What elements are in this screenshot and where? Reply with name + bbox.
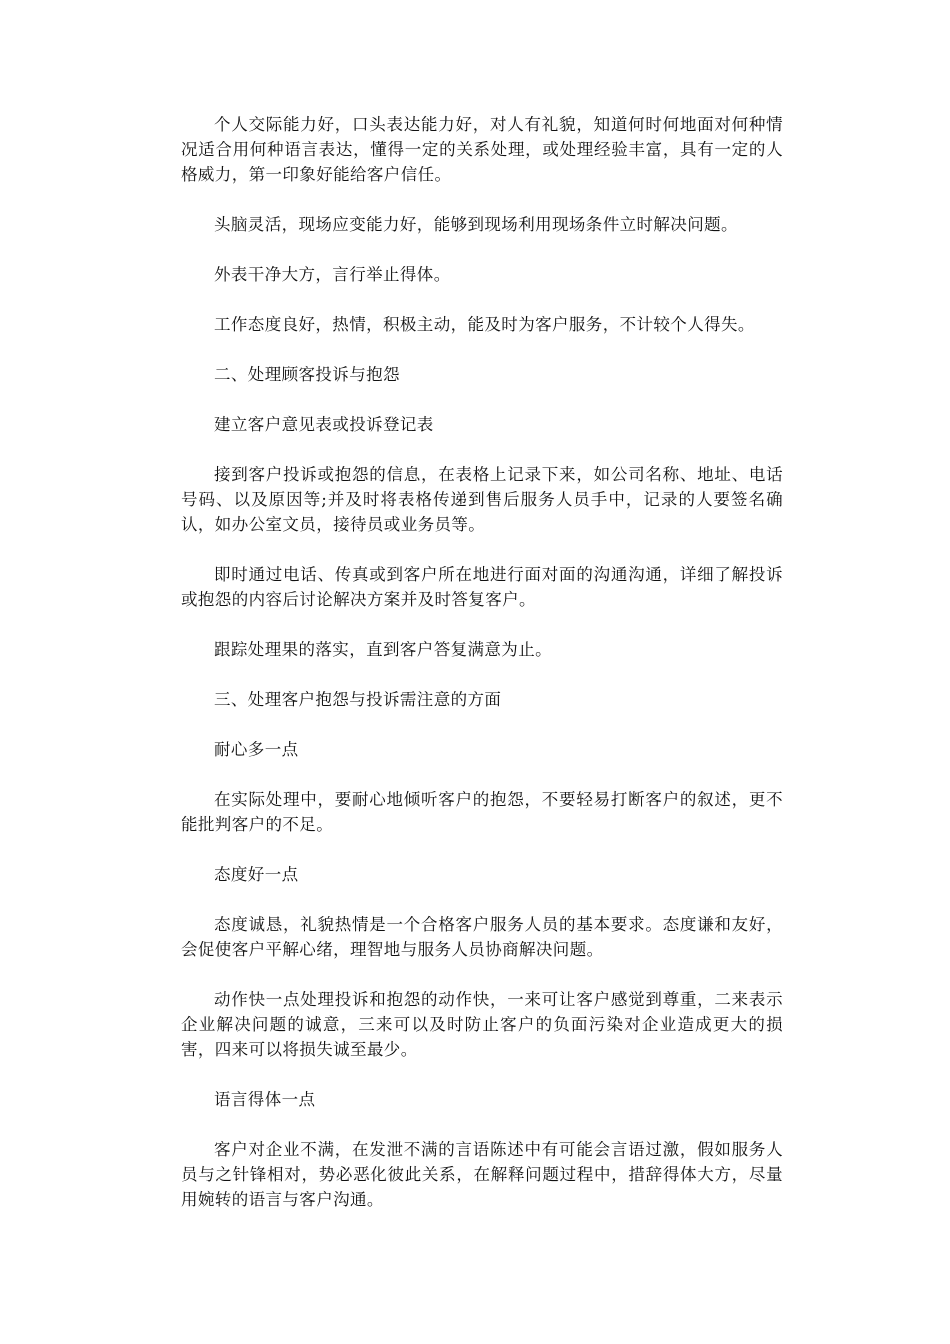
paragraph-appearance: 外表干净大方，言行举止得体。 [214,265,451,284]
paragraph-follow-up: 跟踪处理果的落实，直到客户答复满意为止。 [214,640,552,659]
paragraph-attitude: 态度诚恳，礼貌热情是一个合格客户服务人员的基本要求。态度谦和友好，会促使客户平解心绪，理智地与服务人员协商解决问题。 [181,915,783,959]
section-heading-attention: 三、处理客户抱怨与投诉需注意的方面 [214,690,502,709]
subheading-language: 语言得体一点 [214,1090,316,1109]
subheading-attitude: 态度好一点 [214,865,299,884]
section-heading-complaints: 二、处理顾客投诉与抱怨 [214,365,400,384]
paragraph-record-complaint: 接到客户投诉或抱怨的信息，在表格上记录下来，如公司名称、地址、电话号码、以及原因等;并及时将表格传递到售后服务人员手中，记录的人要签名确认，如办公室文员，接待员或业务员等。 [181,465,783,534]
paragraph-personal-skills: 个人交际能力好，口头表达能力好，对人有礼貌，知道何时何地面对何种情况适合用何种语言表达，懂得一定的关系处理，或处理经验丰富，具有一定的人格威力，第一印象好能给客户信任。 [181,115,783,184]
paragraph-communicate: 即时通过电话、传真或到客户所在地进行面对面的沟通沟通，详细了解投诉或抱怨的内容后讨论解决方案并及时答复客户。 [181,565,783,609]
subheading-patience: 耐心多一点 [214,740,299,759]
paragraph-flexible-mind: 头脑灵活，现场应变能力好，能够到现场利用现场条件立时解决问题。 [214,215,738,234]
paragraph-work-attitude: 工作态度良好，热情，积极主动，能及时为客户服务，不计较个人得失。 [214,315,755,334]
paragraph-language: 客户对企业不满，在发泄不满的言语陈述中有可能会言语过激，假如服务人员与之针锋相对，势必恶化彼此关系，在解释问题过程中，措辞得体大方，尽量用婉转的语言与客户沟通。 [181,1140,783,1209]
document-body [181,112,783,1237]
subheading-complaint-form: 建立客户意见表或投诉登记表 [214,415,434,434]
paragraph-patience: 在实际处理中，要耐心地倾听客户的抱怨，不要轻易打断客户的叙述，更不能批判客户的不足。 [181,790,783,834]
paragraph-speed: 动作快一点处理投诉和抱怨的动作快，一来可让客户感觉到尊重，二来表示企业解决问题的诚意，三来可以及时防止客户的负面污染对企业造成更大的损害，四来可以将损失诚至最少。 [181,990,783,1059]
